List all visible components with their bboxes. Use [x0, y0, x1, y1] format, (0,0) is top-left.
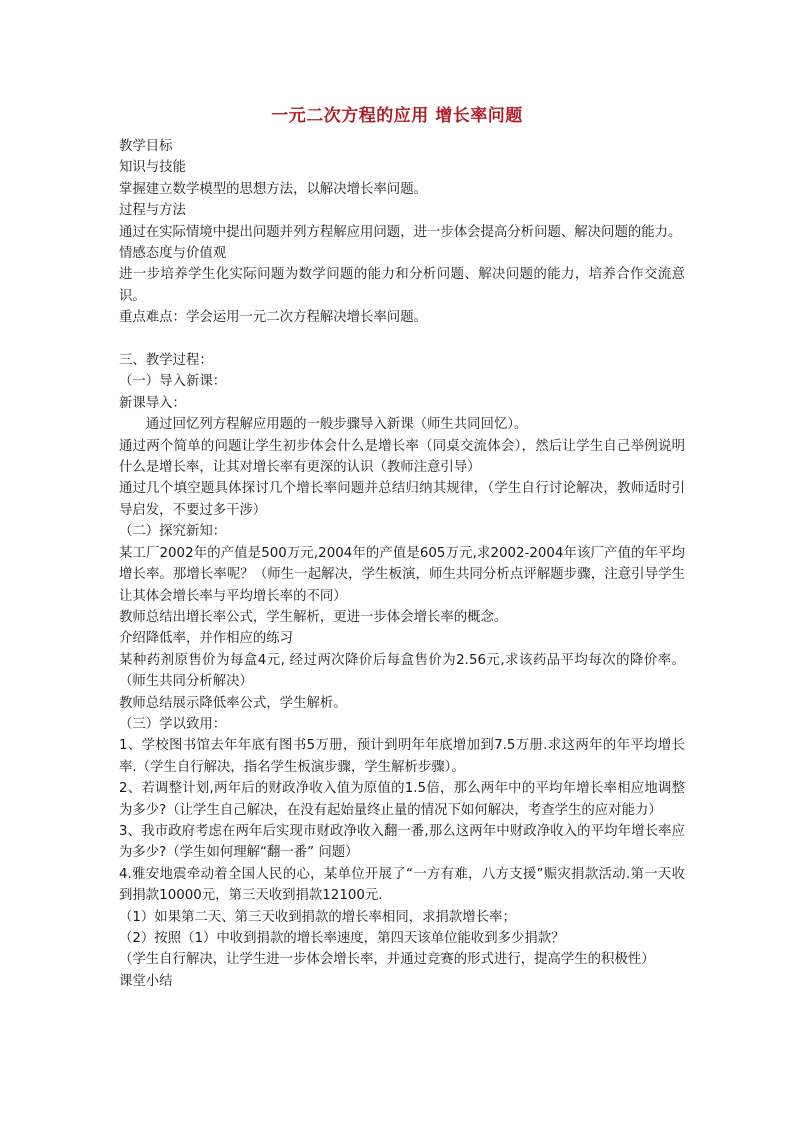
paragraph: 教师总结展示降低率公式，学生解析。	[119, 695, 347, 711]
section-heading: 教学目标	[119, 139, 173, 154]
paragraph: 教师总结出增长率公式，学生解析，更进一步体会增长率的概念。	[119, 609, 508, 625]
paragraph: 3、我市政府考虑在两年后实现市财政净收入翻一番,那么这两年中财政净收入的平均年增长率应为多少?（学生如何理解“翻一番” 问题）	[119, 823, 685, 861]
paragraph: 进一步培养学生化实际问题为数学问题的能力和分析问题、解决问题的能力，培养合作交流意识。	[119, 267, 685, 304]
subsection-heading: （二）探究新知：	[119, 524, 227, 540]
subsection-heading: （三）学以致用：	[119, 716, 227, 732]
subsection-heading: 过程与方法	[119, 203, 186, 219]
blank-line	[119, 329, 685, 350]
subsection-heading: 情感态度与价值观	[119, 246, 227, 262]
subsection-heading: 知识与技能	[119, 160, 186, 176]
paragraph: （2）按照（1）中收到捐款的增长率速度，第四天该单位能收到多少捐款？	[119, 931, 565, 947]
paragraph: 通过回忆列方程解应用题的一般步骤导入新课（师生共同回忆）。	[145, 417, 528, 433]
paragraph: 新课导入：	[119, 395, 186, 411]
section-heading: 三、教学过程：	[119, 353, 213, 369]
document-body	[119, 136, 685, 992]
document-title: 一元二次方程的应用 增长率问题	[271, 106, 523, 126]
paragraph: 通过几个填空题具体探讨几个增长率问题并总结归纳其规律，（学生自行讨论解决，教师适时引导启发，不要过多干涉）	[119, 481, 685, 518]
paragraph: （1）如果第二天、第三天收到捐款的增长率相同，求捐款增长率；	[119, 909, 516, 925]
paragraph: 掌握建立数学模型的思想方法，以解决增长率问题。	[119, 181, 427, 197]
paragraph: 通过两个简单的问题让学生初步体会什么是增长率（同桌交流体会），然后让学生自己举例说明什么是增长率，让其对增长率有更深的认识（教师注意引导）	[119, 438, 685, 476]
paragraph: 某工厂2002年的产值是500万元,2004年的产值是605万元,求2002-2004年该厂产值的年平均增长率。那增长率呢？（师生一起解决，学生板演，师生共同分析点评解题步骤，注意引导学生让其体会增长率与平均增长率的不同）	[119, 545, 685, 604]
paragraph: 1、学校图书馆去年年底有图书5万册，预计到明年年底增加到7.5万册.求这两年的年平均增长率.（学生自行解决，指名学生板演步骤，学生解析步骤）。	[119, 738, 685, 775]
paragraph: 通过在实际情境中提出问题并列方程解应用问题，进一步体会提高分析问题、解决问题的能力。	[119, 224, 682, 240]
section-heading: 课堂小结	[119, 973, 173, 989]
paragraph: 某种药剂原售价为每盒4元, 经过两次降价后每盒售价为2.56元,求该药品平均每次的降价率。（师生共同分析解决）	[119, 652, 685, 690]
paragraph: 介绍降低率，并作相应的练习	[119, 631, 294, 647]
paragraph: 2、若调整计划,两年后的财政净收入值为原值的1.5倍，那么两年中的平均年增长率相应地调整为多少?（让学生自己解决，在没有起始量终止量的情况下如何解决，考查学生的应对能力）	[119, 781, 685, 818]
paragraph: 重点难点：学会运用一元二次方程解决增长率问题。	[119, 310, 427, 326]
subsection-heading: （一）导入新课：	[119, 374, 227, 390]
paragraph: 4.雅安地震牵动着全国人民的心，某单位开展了“一方有难，八方支援”赈灾捐款活动.第一天收到捐款10000元，第三天收到捐款12100元.	[119, 866, 685, 904]
paragraph: （学生自行解决，让学生进一步体会增长率，并通过竞赛的形式进行，提高学生的积极性）	[119, 952, 655, 968]
